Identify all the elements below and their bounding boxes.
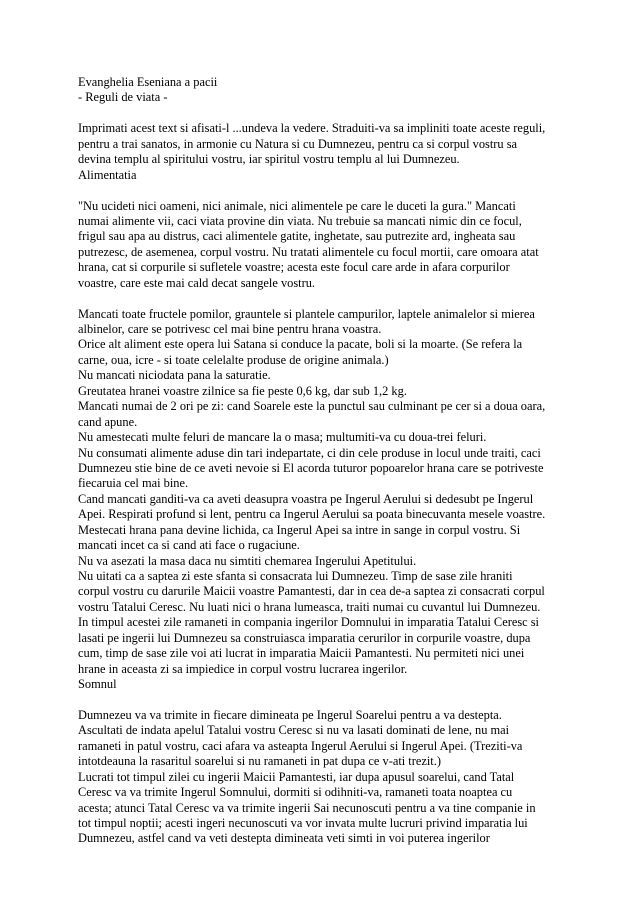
- text-line: Ceresc va va trimite Ingerul Somnului, dormiti si odihniti-va, ramaneti toata noaptea cu: [78, 785, 513, 800]
- sleep-paragraph: [78, 708, 568, 847]
- text-line: carne, oua, icre - si toate celelalte produse de origine animala.): [78, 352, 389, 367]
- text-line: tot timpul noptii; acesti ingeri necunoscuti va vor invata multe lucruri privind imparatia lui: [78, 816, 528, 830]
- text-line: Ascultati de indata apelul Tatalui vostru Ceresc si nu va lasati dominati de lene, nu mai: [78, 723, 510, 738]
- text-line: vostru Tatalui Ceresc. Nu luati nici o hrana lumeasca, traiti numai cu cuvantul lui Dumnezeu.: [78, 599, 541, 614]
- document-title: Evanghelia Eseniana a pacii: [78, 75, 218, 89]
- text-line: Dumnezeu va va trimite in fiecare dimineata pe Ingerul Soarelui pentru a va destepta.: [78, 707, 502, 722]
- text-line: cum, timp de sase zile voi ati lucrat in imparatia Maicii Pamantesti. Nu permiteti nici unei: [78, 646, 525, 661]
- rules-paragraph: [78, 307, 568, 693]
- text-line: Cand mancati ganditi-va ca aveti deasupra voastra pe Ingerul Aerului si dedesubt pe Ingerul: [78, 491, 534, 506]
- text-line: acesta; atunci Tatal Ceresc va va trimite ingerii Sai necunoscuti pentru a va tine companie in: [78, 800, 536, 815]
- text-line: Mancati numai de 2 ori pe zi: cand Soarele este la punctul sau culminant pe cer si a doua oara,: [78, 399, 546, 414]
- text-line: intotdeauna la rasaritul soarelui si nu ramaneti in pat dupa ce v-ati trezit.): [78, 754, 441, 769]
- text-line: hrana, cat si corpurile si sufletele voastre; acesta este focul care arde in afara corpurilor: [78, 260, 510, 275]
- text-line: ramaneti in patul vostru, caci afara va asteapta Ingerul Aerului si Ingerul Apei. (Treziti-va: [78, 738, 523, 753]
- text-line: frigul sau apa au distrus, caci alimentele gatite, inghetate, sau putrezite ard, ingheata sau: [78, 229, 516, 244]
- text-line: Apei. Respirati profund si lent, pentru ca Ingerul Aerului sa poata binecuvanta mesele voastre.: [78, 507, 546, 522]
- text-line: fiecaruia cel mai bine.: [78, 476, 189, 491]
- section-heading-somnul: Somnul: [78, 677, 117, 692]
- text-line: cand apune.: [78, 414, 138, 429]
- text-line: Mestecati hrana pana devine lichida, ca Ingerul Apei sa intre in sange in corpul vostru. Si: [78, 522, 521, 537]
- quote-paragraph: [78, 199, 568, 292]
- paragraph-gap: [78, 106, 568, 121]
- text-line: numai alimente vii, caci viata provine din viata. Nu trebuie sa mancati nimic din ce focul,: [78, 213, 522, 228]
- text-line: Nu consumati alimente aduse din tari indepartate, ci din cele produse in locul unde traiti, caci: [78, 445, 541, 460]
- intro-paragraph: [78, 121, 568, 183]
- section-heading-alimentatia: Alimentatia: [78, 167, 137, 182]
- text-line: Orice alt aliment este opera lui Satana si conduce la pacate, boli si la moarte. (Se refera la: [78, 337, 523, 352]
- text-line: devina templu al spiritului vostru, iar spiritul vostru templu al lui Dumnezeu.: [78, 152, 460, 167]
- text-line: corpul vostru cu darurile Maicii voastre Pamantesti, dar in cea de-a saptea zi consacrati corpul: [78, 584, 545, 599]
- text-line: In timpul acestei zile ramaneti in compania ingerilor Domnului in imparatia Tatalui Ceresc si: [78, 615, 539, 630]
- text-line: Dumnezeu, astfel cand va veti destepta dimineata veti simti in voi puterea ingerilor: [78, 831, 490, 846]
- text-line: Nu uitati ca a saptea zi este sfanta si consacrata lui Dumnezeu. Timp de sase zile hraniti: [78, 569, 513, 583]
- document-page: [78, 75, 568, 847]
- text-line: Nu va asezati la masa daca nu simtiti chemarea Ingerului Apetitului.: [78, 553, 417, 568]
- text-line: Dumnezeu stie bine de ce aveti nevoie si El acorda tuturor popoarelor hrana care se potriveste: [78, 460, 544, 475]
- text-line: Lucrati tot timpul zilei cu ingerii Maicii Pamantesti, iar dupa apusul soarelui, cand Tatal: [78, 769, 515, 784]
- document-subtitle: - Reguli de viata -: [78, 90, 168, 105]
- text-line: "Nu ucideti nici oameni, nici animale, nici alimentele pe care le duceti la gura." Mancati: [78, 198, 516, 213]
- text-line: mancati incet ca si cand ati face o rugaciune.: [78, 538, 300, 553]
- text-line: lasati pe ingerii lui Dumnezeu sa construiasca imparatia cerurilor in corpurile voastre, dupa: [78, 630, 531, 645]
- text-line: Mancati toate fructele pomilor, grauntele si plantele campurilor, laptele animalelor si mierea: [78, 306, 535, 321]
- paragraph-gap: [78, 291, 568, 306]
- text-line: putrezesc, de asemenea, corpul vostru. Nu tratati alimentele cu focul mortii, care omoara atat: [78, 244, 539, 259]
- text-line: Nu mancati niciodata pana la saturatie.: [78, 368, 271, 383]
- paragraph-gap: [78, 693, 568, 708]
- text-line: albinelor, care se potrivesc cel mai bine pentru hrana voastra.: [78, 322, 382, 336]
- text-line: pentru a trai sanatos, in armonie cu Natura si cu Dumnezeu, pentru ca si corpul vostru sa: [78, 136, 518, 151]
- paragraph-gap: [78, 183, 568, 198]
- text-line: Nu amestecati multe feluri de mancare la o masa; multumiti-va cu doua-trei feluri.: [78, 430, 487, 445]
- text-line: hrane in aceasta zi sa impiedice in corpul vostru lucrarea ingerilor.: [78, 661, 408, 676]
- text-line: Imprimati acest text si afisati-l ...undeva la vedere. Straduiti-va sa impliniti toate aceste reguli,: [78, 121, 546, 136]
- text-line: Greutatea hranei voastre zilnice sa fie peste 0,6 kg, dar sub 1,2 kg.: [78, 383, 407, 398]
- text-line: voastre, care este mai cald decat sangele vostru.: [78, 275, 316, 290]
